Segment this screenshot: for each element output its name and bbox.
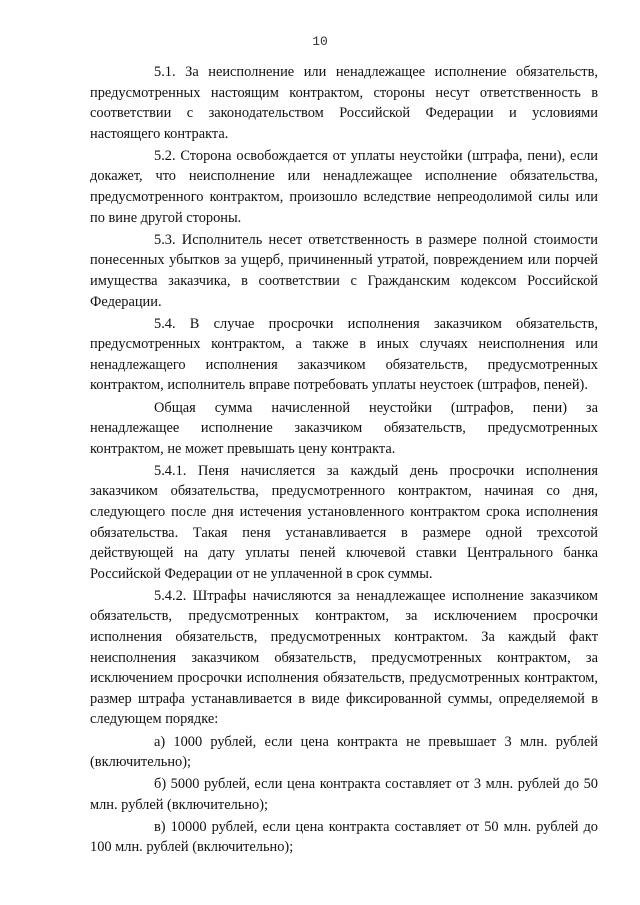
page-number: 10: [312, 34, 328, 49]
paragraph-5-4-1: 5.4.1. Пеня начисляется за каждый день просрочки исполнения заказчиком обязательства, предусмотренного контрактом, начиная со дня, следующего после дня истечения установленного контрактом срока исполнения обязательства. Такая пеня устанавливается в размере одной трехсотой действующей на дату уплаты пеней ключевой ставки Центрального банка Российской Федерации от не уплаченной в срок суммы.: [90, 462, 598, 582]
paragraph-5-2: 5.2. Сторона освобождается от уплаты неустойки (штрафа, пени), если докажет, что неисполнение или ненадлежащее исполнение обязательства, предусмотренного контрактом, произошло вследствие непреодолимой силы или по вине другой стороны.: [90, 147, 598, 226]
list-item-b: б) 5000 рублей, если цена контракта составляет от 3 млн. рублей до 50 млн. рублей (включительно);: [90, 776, 598, 813]
paragraph-5-3: 5.3. Исполнитель несет ответственность в размере полной стоимости понесенных убытков за ущерб, причиненный утратой, повреждением или порчей имущества заказчика, в соответствии с Гражданским кодексом Российской Федерации.: [90, 231, 598, 310]
paragraph-5-1: 5.1. За неисполнение или ненадлежащее исполнение обязательств, предусмотренных настоящим контрактом, стороны несут ответственность в соответствии с законодательством Российской Федерации и условиями настоящего контракта.: [90, 64, 598, 142]
list-item-a: а) 1000 рублей, если цена контракта не превышает 3 млн. рублей (включительно);: [90, 733, 598, 771]
paragraph-5-4-2: 5.4.2. Штрафы начисляются за ненадлежащее исполнение заказчиком обязательств, предусмотренных контрактом, за исключением просрочки исполнения обязательств, предусмотренных контрактом. За каждый факт неисполнения заказчиком обязательств, предусмотренных контрактом, за исключением просрочки исполнения обязательств, предусмотренных контрактом, размер штрафа устанавливается в виде фиксированной суммы, определяемой в следующем порядке:: [90, 587, 598, 728]
paragraph-5-4: 5.4. В случае просрочки исполнения заказчиком обязательств, предусмотренных контрактом, а также в иных случаях неисполнения или ненадлежащего исполнения заказчиком обязательств, предусмотренных контрактом, исполнитель вправе потребовать уплаты неустоек (штрафов, пеней).: [90, 315, 598, 394]
paragraph-total-penalty: Общая сумма начисленной неустойки (штрафов, пени) за ненадлежащее исполнение заказчиком обязательств, предусмотренных контрактом, не может превышать цену контракта.: [90, 399, 598, 457]
document-body: [90, 62, 598, 860]
list-item-v: в) 10000 рублей, если цена контракта составляет от 50 млн. рублей до 100 млн. рублей (включительно);: [90, 818, 598, 856]
